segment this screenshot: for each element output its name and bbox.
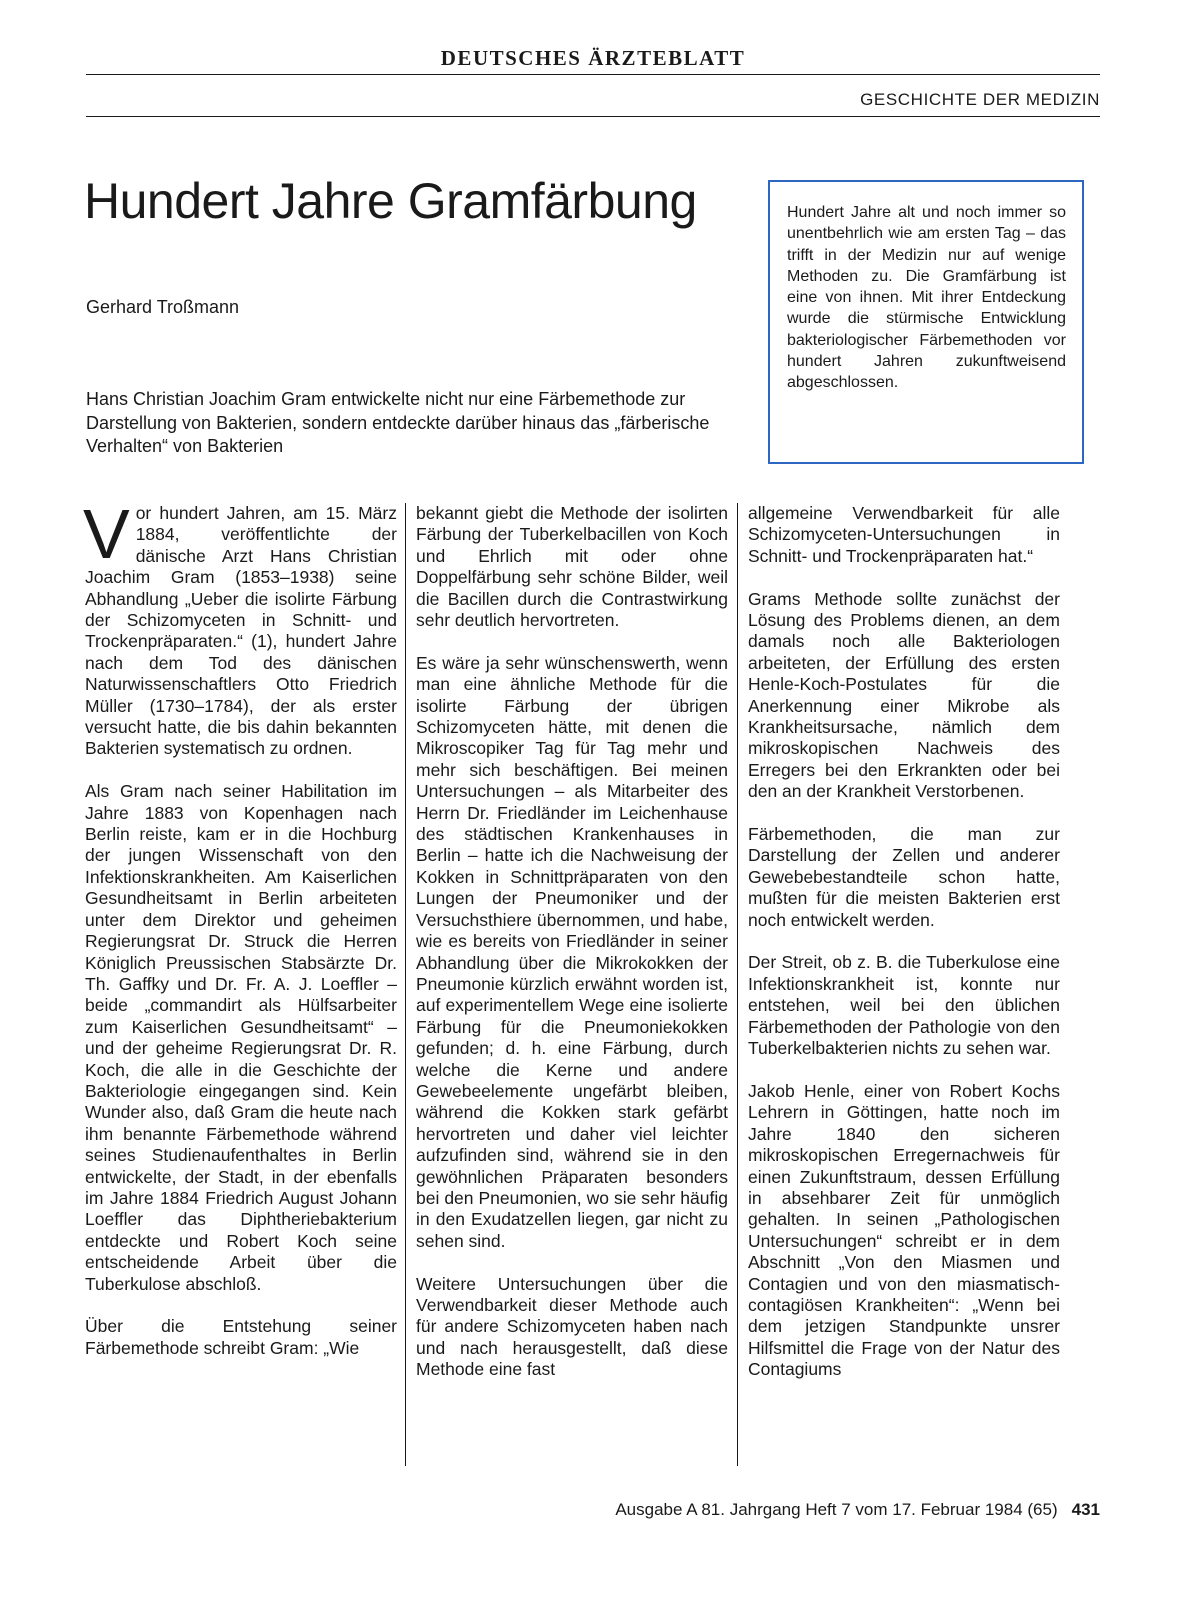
section-label: GESCHICHTE DER MEDIZIN [860, 90, 1100, 109]
issue-info: Ausgabe A 81. Jahrgang Heft 7 vom 17. Februar 1984 (65) [615, 1500, 1058, 1519]
column-1 [83, 495, 397, 1381]
paragraph: Jakob Henle, einer von Robert Kochs Lehrern in Göttingen, hatte noch im Jahre 1840 den sicheren mikroskopischen Erregernachweis für einen Zukunftstraum, dessen Erfüllung in absehbarer Zeit für unmöglich gehalten. In seinen „Pathologischen Untersuchungen“ schreibt er in dem Abschnitt „Von den Miasmen und Contagien und von den miasmatisch-contagiösen Krankheiten“: „Wenn bei dem jetzigen Standpunkte unsrer Hilfsmittel die Frage von der Natur des Contagiums [748, 1080, 1060, 1380]
column-divider [405, 503, 406, 1466]
column-3 [748, 503, 1060, 1402]
paragraph: allgemeine Verwendbarkeit für alle Schizomyceten-Untersuchungen in Schnitt- und Trockenpräparaten hat.“ [748, 503, 1060, 566]
paragraph: Als Gram nach seiner Habilitation im Jahre 1883 von Kopenhagen nach Berlin reiste, kam er in die Hochburg der jungen Wissenschaft von den Infektionskrankheiten. Am Kaiserlichen Gesundheitsamt in Berlin arbeiteten unter dem Direktor und geheimen Regierungsrat Dr. Struck die Herren Königlich Preussischen Stabsärzte Dr. Th. Gaffky und Dr. Fr. A. J. Loeffler – beide „commandirt als Hülfsarbeiter zum Kaiserlichen Gesundheitsamt“ – und der geheime Regierungsrat Dr. R. Koch, die alle in die Geschichte der Bakteriologie eingegangen sind. Kein Wunder also, daß Gram die heute nach ihm benannte Färbemethode während seines Studienaufenthaltes in Berlin entwickelte, der Stadt, in der ebenfalls im Jahre 1884 Friedrich August Johann Loeffler das Diphtheriebakterium entdeckte und Robert Koch seine entscheidende Arbeit über die Tuberkulose abschloß. [85, 781, 397, 1294]
paragraph: bekannt giebt die Methode der isolirten Färbung der Tuberkelbacillen von Koch und Ehrlich mit oder ohne Doppelfärbung sehr schöne Bilder, weil die Bacillen durch die Contrastwirkung sehr deutlich hervortreten. [416, 503, 728, 631]
masthead: DEUTSCHES ÄRZTEBLATT [440, 46, 746, 70]
paragraph: Weitere Untersuchungen über die Verwendbarkeit dieser Methode auch für andere Schizomyceten haben nach und nach herausgestellt, daß diese Methode eine fast [416, 1273, 728, 1380]
paragraph: Der Streit, ob z. B. die Tuberkulose eine Infektionskrankheit ist, konnte nur entstehen, weil bei den üblichen Färbemethoden der Pathologie von den Tuberkelbakterien nichts zu sehen war. [748, 952, 1060, 1059]
paragraph-text: or hundert Jahren, am 15. März 1884, veröffentlichte der dänische Arzt Hans Christian Joachim Gram (1853–1938) seine Abhandlung „Ueber die isolirte Färbung der Schizomyceten in Schnitt- und Trockenpräparaten.“ (1), hundert Jahre nach dem Tod des dänischen Naturwissenschaftlers Otto Friedrich Müller (1730–1784), der als erster versucht hatte, die bis dahin bekannten Bakterien systematisch zu ordnen. [85, 503, 397, 759]
paragraph: Färbemethoden, die man zur Darstellung der Zellen und anderer Gewebebestandteile schon hatte, mußten für die meisten Bakterien erst noch entwickelt werden. [748, 824, 1060, 930]
column-2 [416, 503, 728, 1402]
author: Gerhard Troßmann [86, 297, 240, 317]
section-rule [86, 116, 1100, 117]
paragraph: Es wäre ja sehr wünschenswerth, wenn man eine ähnliche Methode für die isolirte Färbung der übrigen Schizomyceten hätte, mit denen die Mikroscopiker Tag für Tag mehr und mehr sich beschäftigen. Bei meinen Untersuchungen – als Mitarbeiter des Herrn Dr. Friedländer im Leichenhause des städtischen Krankenhauses in Berlin – hatte ich die Nachweisung der Kokken in Schnittpräparaten von den Lungen der Pneumoniker und der Versuchsthiere übernommen, und habe, wie es bereits von Friedländer in seiner Abhandlung über die Mikrokokken der Pneumonie kürzlich erwähnt worden ist, auf experimentellem Wege eine isolierte Färbung für die Pneumoniekokken gefunden; d. h. eine Färbung, durch welche die Kerne und andere Gewebeelemente ungefärbt bleiben, während die Kokken stark gefärbt hervortreten und daher viel leichter aufzufinden sind, während sie in den gewöhnlichen Präparaten besonders bei den Pneumonien, wo sie sehr häufig in den Exudatzellen liegen, gar nicht zu sehen sind. [416, 652, 728, 1251]
paragraph [83, 495, 397, 760]
paragraph: Grams Methode sollte zunächst der Lösung des Problems dienen, an dem damals noch alle Bakteriologen arbeiteten, der Erfüllung des ersten Henle-Koch-Postulates für die Anerkennung einer Mikrobe als Krankheitsursache, nämlich dem mikroskopischen Nachweis des Erregers bei den Erkrankten oder bei den an der Krankheit Verstorbenen. [748, 588, 1060, 802]
paragraph: Über die Entstehung seiner Färbemethode schreibt Gram: „Wie [85, 1316, 397, 1358]
page-number: 431 [1071, 1500, 1100, 1519]
column-divider [737, 503, 738, 1466]
drop-cap: V [83, 495, 130, 573]
teaser-text: Hundert Jahre alt und noch immer so unentbehrlich wie am ersten Tag – das trifft in der Medizin nur auf wenige Methoden zu. Die Gramfärbung ist eine von ihnen. Mit ihrer Entdeckung wurde die stürmische Entwicklung bakteriologischer Färbemethoden vor hundert Jahren zukunftweisend abgeschlossen. [787, 204, 1066, 392]
article-title: Hundert Jahre Gramfärbung [84, 173, 697, 229]
page-footer [500, 1500, 1100, 1520]
masthead-rule [86, 74, 1100, 75]
lead-paragraph [86, 388, 736, 459]
lead-text: Hans Christian Joachim Gram entwickelte nicht nur eine Färbemethode zur Darstellung von Bakterien, sondern entdeckte darüber hinaus das „färberische Verhalten“ von Bakterien [86, 389, 710, 456]
teaser-box [768, 180, 1084, 464]
